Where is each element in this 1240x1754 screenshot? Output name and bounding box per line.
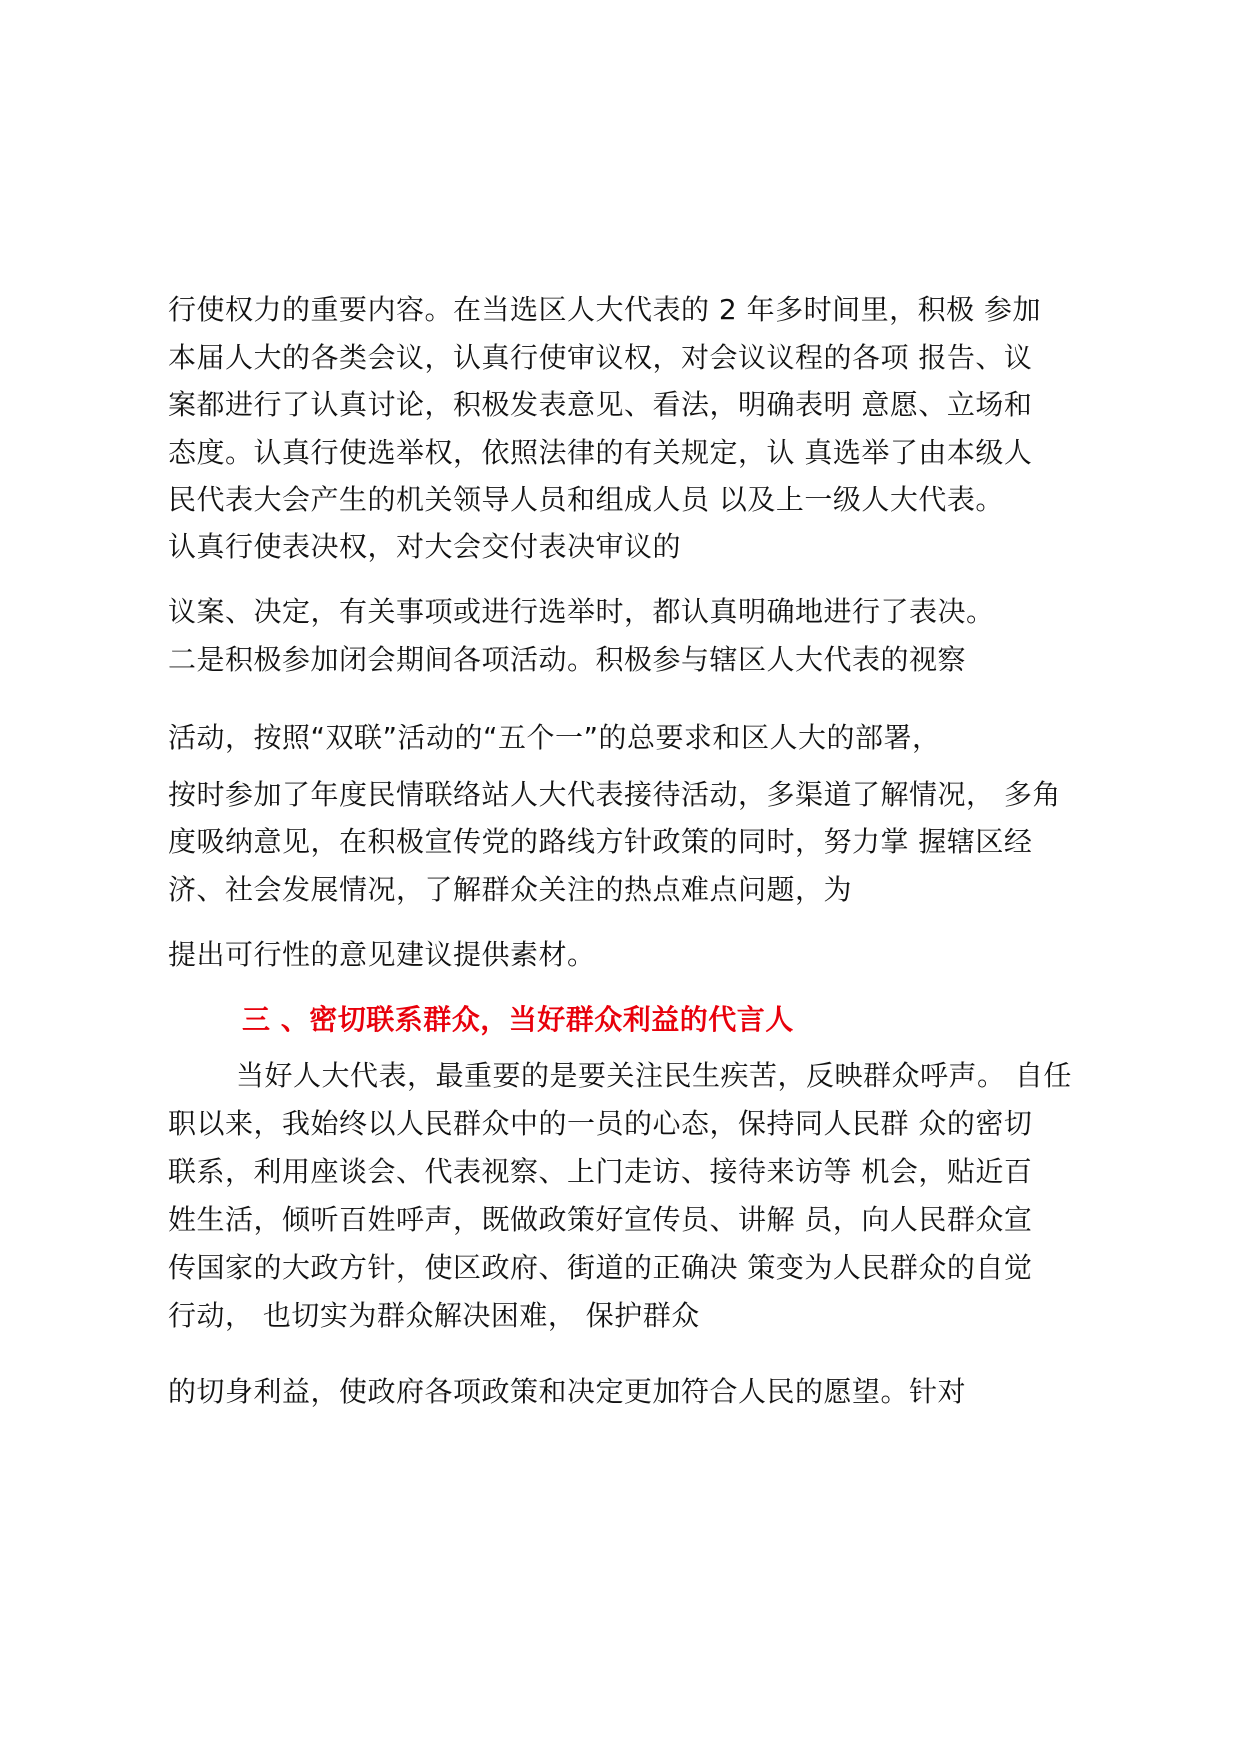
section-paragraph-line: 当好人大代表，最重要的是要关注民生疾苦，反映群众呼声。 自任 xyxy=(236,1059,1072,1092)
section-paragraph-line: 联系，利用座谈会、代表视察、上门走访、接待来访等 机会，贴近百 xyxy=(168,1155,1033,1188)
paragraph-line: 二是积极参加闭会期间各项活动。积极参与辖区人大代表的视察 xyxy=(168,643,967,676)
section-paragraph-line: 的切身利益，使政府各项政策和决定更加符合人民的愿望。针对 xyxy=(168,1375,967,1408)
paragraph-line: 活动，按照“双联”活动的“五个一”的总要求和区人大的部署， xyxy=(168,721,941,754)
section-heading: 三 、密切联系群众，当好群众利益的代言人 xyxy=(242,1003,794,1036)
paragraph-line: 本届人大的各类会议，认真行使审议权，对会议议程的各项 报告、议 xyxy=(168,341,1033,374)
paragraph-line: 民代表大会产生的机关领导人员和组成人员 以及上一级人大代表。 xyxy=(168,483,1004,516)
paragraph-line: 按时参加了年度民情联络站人大代表接待活动，多渠道了解情况， 多角 xyxy=(168,778,1061,811)
paragraph-line: 提出可行性的意见建议提供素材。 xyxy=(168,938,596,971)
section-paragraph-line: 行动， 也切实为群众解决困难， 保护群众 xyxy=(168,1299,700,1332)
paragraph-line: 济、社会发展情况，了解群众关注的热点难点问题，为 xyxy=(168,873,853,906)
paragraph-line: 行使权力的重要内容。在当选区人大代表的 2 年多时间里，积极 参加 xyxy=(168,293,1042,326)
section-paragraph-line: 职以来，我始终以人民群众中的一员的心态，保持同人民群 众的密切 xyxy=(168,1107,1033,1140)
paragraph-line: 态度。认真行使选举权，依照法律的有关规定，认 真选举了由本级人 xyxy=(168,436,1033,469)
paragraph-line: 认真行使表决权，对大会交付表决审议的 xyxy=(168,530,682,563)
paragraph-line: 议案、决定，有关事项或进行选举时，都认真明确地进行了表决。 xyxy=(168,595,995,628)
section-paragraph-line: 传国家的大政方针，使区政府、街道的正确决 策变为人民群众的自觉 xyxy=(168,1251,1033,1284)
paragraph-line: 度吸纳意见，在积极宣传党的路线方针政策的同时，努力掌 握辖区经 xyxy=(168,825,1033,858)
section-paragraph-line: 姓生活，倾听百姓呼声，既做政策好宣传员、讲解 员，向人民群众宣 xyxy=(168,1203,1033,1236)
paragraph-line: 案都进行了认真讨论，积极发表意见、看法，明确表明 意愿、立场和 xyxy=(168,388,1033,421)
